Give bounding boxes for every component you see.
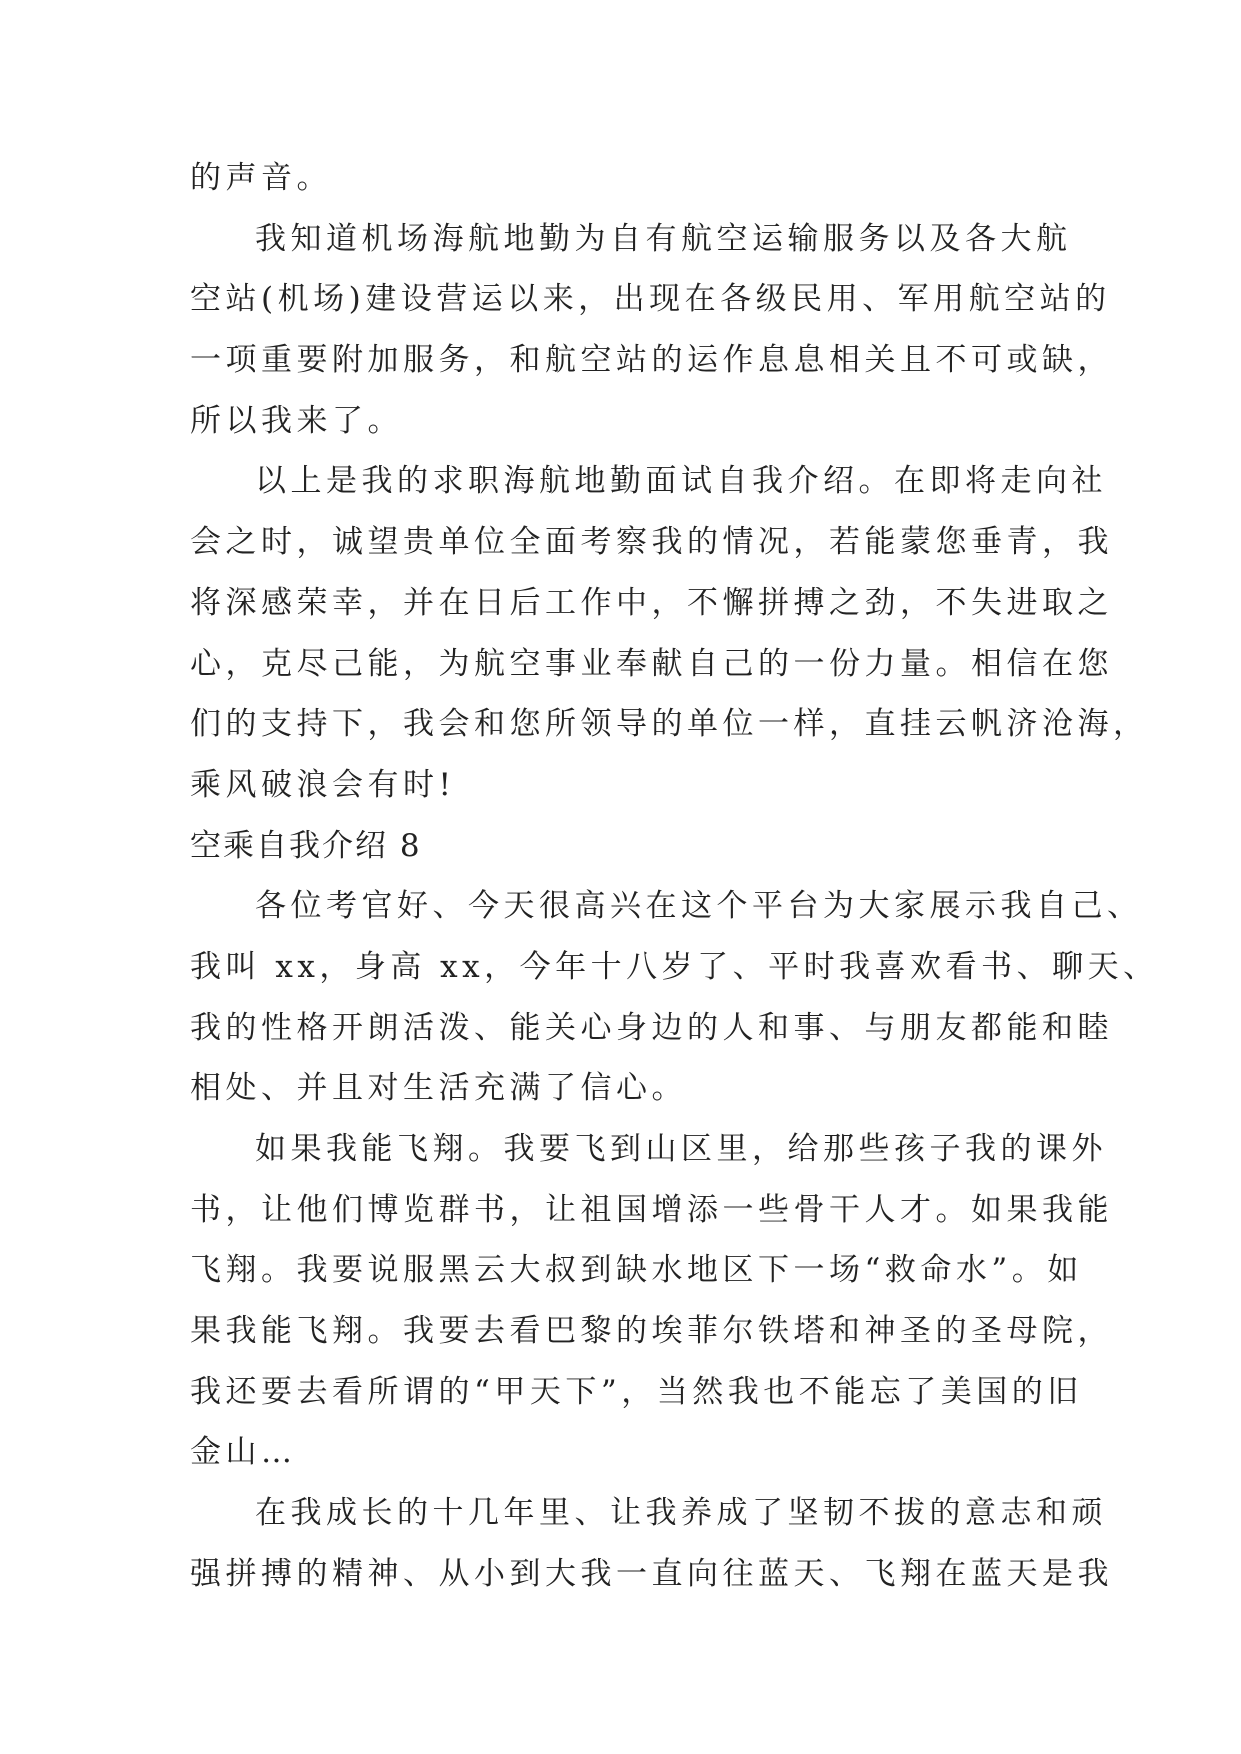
text-line: 一项重要附加服务，和航空站的运作息息相关且不可或缺，	[190, 342, 1113, 379]
text-line: 金山…	[190, 1434, 297, 1471]
text-line: 如果我能飞翔。我要飞到山区里，给那些孩子我的课外	[255, 1131, 1107, 1167]
text-line: 会之时，诚望贵单位全面考察我的情况，若能蒙您垂青，我	[190, 524, 1113, 561]
text-line: 各位考官好、今天很高兴在这个平台为大家展示我自己、	[255, 888, 1143, 925]
text-line: 飞翔。我要说服黑云大叔到缺水地区下一场“救命水”。如	[190, 1252, 1083, 1289]
text-line: 我叫 xx，身高 xx，今年十八岁了、平时我喜欢看书、聊天、	[190, 948, 1159, 985]
text-line: 所以我来了。	[190, 402, 403, 439]
text-line: 我还要去看所谓的“甲天下”，当然我也不能忘了美国的旧	[190, 1373, 1083, 1410]
text-line: 乘风破浪会有时!	[190, 766, 456, 803]
text-line: 将深感荣幸，并在日后工作中，不懈拼搏之劲，不失进取之	[190, 584, 1113, 621]
text-line: 我知道机场海航地勤为自有航空运输服务以及各大航	[255, 220, 1072, 257]
text-line: 果我能飞翔。我要去看巴黎的埃菲尔铁塔和神圣的圣母院，	[190, 1313, 1113, 1350]
text-line: 们的支持下，我会和您所领导的单位一样，直挂云帆济沧海，	[190, 706, 1149, 743]
text-line: 的声音。	[190, 160, 332, 196]
text-line: 在我成长的十几年里、让我养成了坚韧不拔的意志和顽	[255, 1495, 1107, 1532]
text-line: 我的性格开朗活泼、能关心身边的人和事、与朋友都能和睦	[190, 1009, 1113, 1046]
text-line: 强拼搏的精神、从小到大我一直向往蓝天、飞翔在蓝天是我	[190, 1555, 1113, 1592]
text-line: 以上是我的求职海航地勤面试自我介绍。在即将走向社	[255, 463, 1107, 500]
section-heading: 空乘自我介绍 8	[190, 827, 422, 864]
document-body	[190, 148, 1159, 1605]
text-line: 空站(机场)建设营运以来，出现在各级民用、军用航空站的	[190, 281, 1111, 318]
text-line: 心，克尽己能，为航空事业奉献自己的一份力量。相信在您	[190, 645, 1113, 682]
text-line: 相处、并且对生活充满了信心。	[190, 1070, 687, 1107]
text-line: 书，让他们博览群书，让祖国增添一些骨干人才。如果我能	[190, 1191, 1113, 1228]
